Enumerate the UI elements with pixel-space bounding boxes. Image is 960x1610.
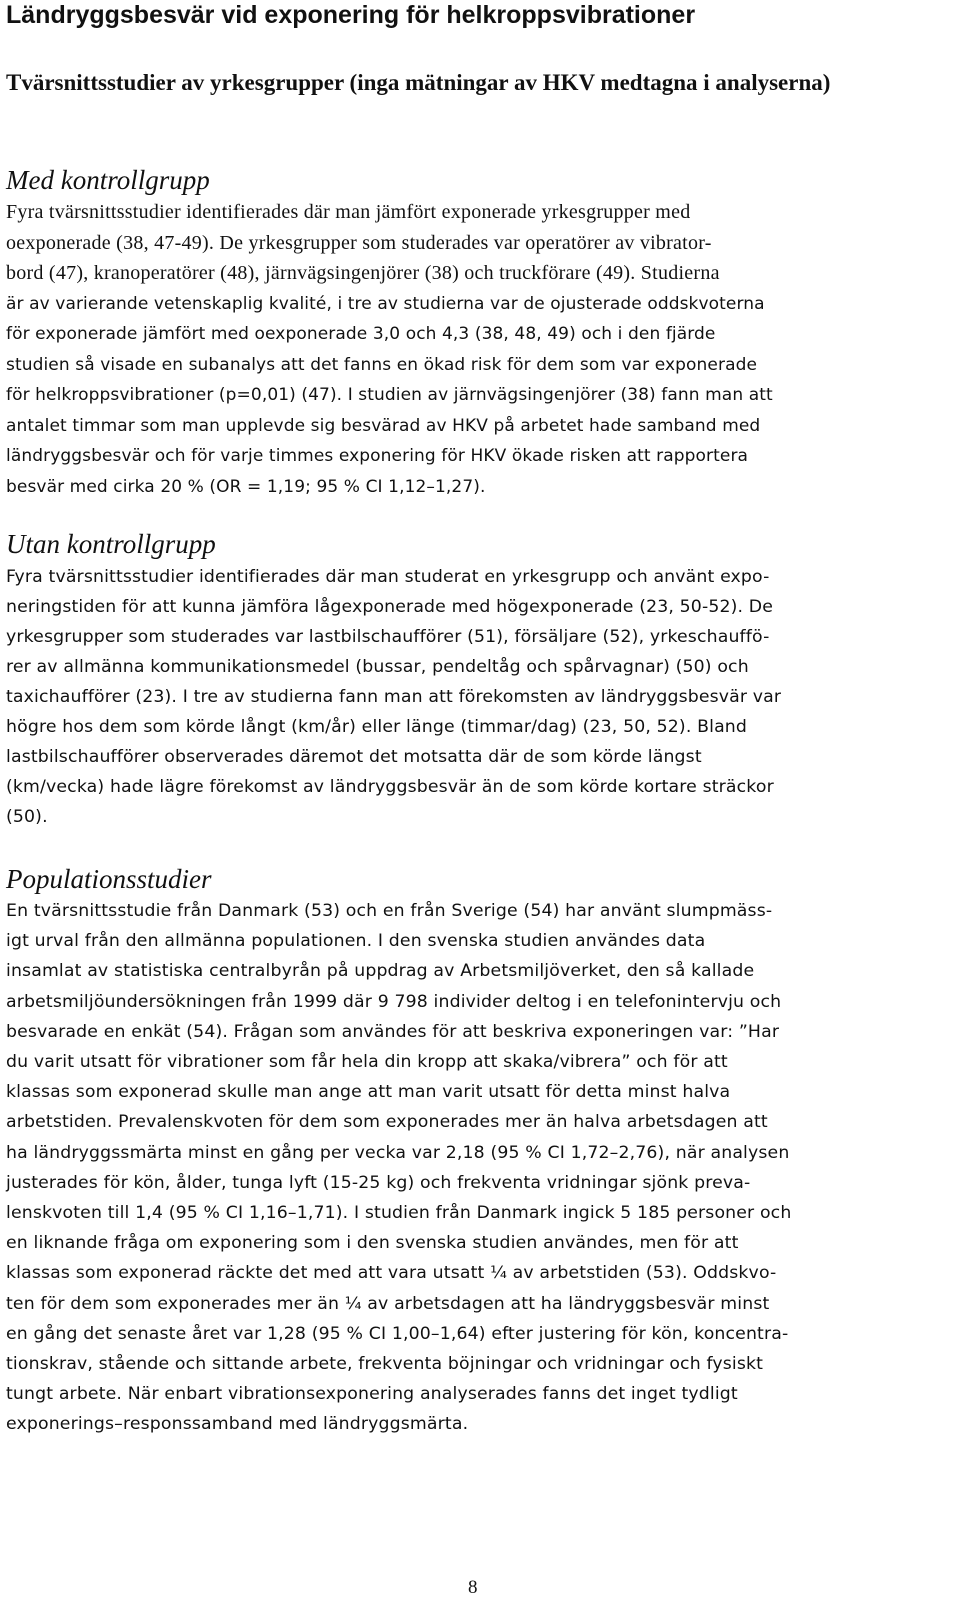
paragraph-line: oexponerade (38, 47-49). De yrkesgrupper som studerades var operatörer av vibrator- (6, 231, 712, 254)
paragraph-med-kontrollgrupp (6, 197, 941, 502)
paragraph-line: studien så visade en subanalys att det fanns en ökad risk för dem som var exponerade (6, 354, 758, 375)
paragraph-line: antalet timmar som man upplevde sig besvärad av HKV på arbetet hade samband med (6, 415, 761, 436)
paragraph-line: Fyra tvärsnittsstudier identifierades där man studerat en yrkesgrupp och använt expo- (6, 567, 770, 587)
paragraph-line: för exponerade jämfört med oexponerade 3,0 och 4,3 (38, 48, 49) och i den fjärde (6, 324, 716, 344)
paragraph-line: ländryggsbesvär och för varje timmes exponering för HKV ökade risken att rapportera (6, 446, 749, 466)
subheading-med-kontrollgrupp: Med kontrollgrupp (6, 165, 210, 195)
paragraph-line: justerades för kön, ålder, tunga lyft (15-25 kg) och frekventa vridningar sjönk preva- (6, 1172, 751, 1193)
paragraph-line: besvär med cirka 20 % (OR = 1,19; 95 % CI 1,12–1,27). (6, 476, 486, 497)
paragraph-line: tungt arbete. När enbart vibrationsexponering analyserades fanns det inget tydligt (6, 1384, 738, 1405)
paragraph-line: är av varierande vetenskaplig kvalité, i tre av studierna var de ojusterade oddskvoterna (6, 293, 765, 314)
paragraph-line: (km/vecka) hade lägre förekomst av ländryggsbesvär än de som körde kortare sträckor (6, 777, 774, 797)
paragraph-line: lenskvoten till 1,4 (95 % CI 1,16–1,71). I studien från Danmark ingick 5 185 personer och (6, 1203, 792, 1224)
paragraph-line: arbetsmiljöundersökningen från 1999 där 9 798 individer deltog i en telefonintervju och (6, 991, 782, 1012)
paragraph-utan-kontrollgrupp (6, 562, 941, 832)
paragraph-line: lastbilschaufförer observerades däremot det motsatta där de som körde längst (6, 747, 702, 767)
paragraph-line: exponerings–responssamband med ländryggsmärta. (6, 1414, 469, 1435)
paragraph-populationsstudier (6, 896, 941, 1440)
paragraph-line: arbetstiden. Prevalenskvoten för dem som exponerades mer än halva arbetsdagen att (6, 1112, 768, 1133)
paragraph-line: klassas som exponerad räckte det med att vara utsatt ¼ av arbetstiden (53). Oddskvo- (6, 1263, 777, 1284)
paragraph-line: en gång det senaste året var 1,28 (95 % CI 1,00–1,64) efter justering för kön, koncentra- (6, 1323, 789, 1344)
paragraph-line: ha ländryggssmärta minst en gång per vecka var 2,18 (95 % CI 1,72–2,76), när analysen (6, 1142, 790, 1163)
paragraph-line: bord (47), kranoperatörer (48), järnvägsingenjörer (38) och truckförare (49). Studierna (6, 262, 720, 284)
paragraph-line: för helkroppsvibrationer (p=0,01) (47). I studien av järnvägsingenjörer (38) fann man att (6, 385, 773, 405)
subheading-utan-kontrollgrupp: Utan kontrollgrupp (6, 529, 216, 559)
page-number: 8 (468, 1577, 478, 1598)
paragraph-line: En tvärsnittsstudie från Danmark (53) och en från Sverige (54) har använt slumpmäss- (6, 901, 773, 921)
section-heading: Tvärsnittsstudier av yrkesgrupper (inga mätningar av HKV medtagna i analyserna) (6, 70, 831, 95)
paragraph-line: (50). (6, 807, 48, 827)
paragraph-line: neringstiden för att kunna jämföra lågexponerade med högexponerade (23, 50-52). De (6, 597, 774, 617)
paragraph-line: en liknande fråga om exponering som i den svenska studien användes, men för att (6, 1233, 739, 1254)
paragraph-line: insamlat av statistiska centralbyrån på uppdrag av Arbetsmiljöverket, den så kallade (6, 961, 755, 982)
paragraph-line: besvarade en enkät (54). Frågan som användes för att beskriva exponeringen var: ”Har (6, 1021, 780, 1042)
paragraph-line: tionskrav, stående och sittande arbete, frekventa böjningar och vridningar och fysiskt (6, 1354, 764, 1375)
paragraph-line: klassas som exponerad skulle man ange att man varit utsatt för detta minst halva (6, 1082, 731, 1103)
subheading-populationsstudier: Populationsstudier (6, 864, 212, 894)
page-title: Ländryggsbesvär vid exponering för helkroppsvibrationer (6, 1, 696, 29)
paragraph-line: igt urval från den allmänna populationen. I den svenska studien användes data (6, 931, 706, 952)
paragraph-line: du varit utsatt för vibrationer som får hela din kropp att skaka/vibrera” och för att (6, 1052, 728, 1073)
paragraph-line: rer av allmänna kommunikationsmedel (bussar, pendeltåg och spårvagnar) (50) och (6, 657, 749, 677)
document-page (6, 0, 936, 1610)
paragraph-line: ten för dem som exponerades mer än ¼ av arbetsdagen att ha ländryggsbesvär minst (6, 1293, 770, 1314)
paragraph-line: yrkesgrupper som studerades var lastbilschaufförer (51), försäljare (52), yrkeschauffö- (6, 627, 770, 647)
paragraph-line: Fyra tvärsnittsstudier identifierades där man jämfört exponerade yrkesgrupper med (6, 201, 691, 223)
paragraph-line: högre hos dem som körde långt (km/år) eller länge (timmar/dag) (23, 50, 52). Bland (6, 717, 748, 737)
paragraph-line: taxichaufförer (23). I tre av studierna fann man att förekomsten av ländryggsbesvär var (6, 687, 782, 707)
